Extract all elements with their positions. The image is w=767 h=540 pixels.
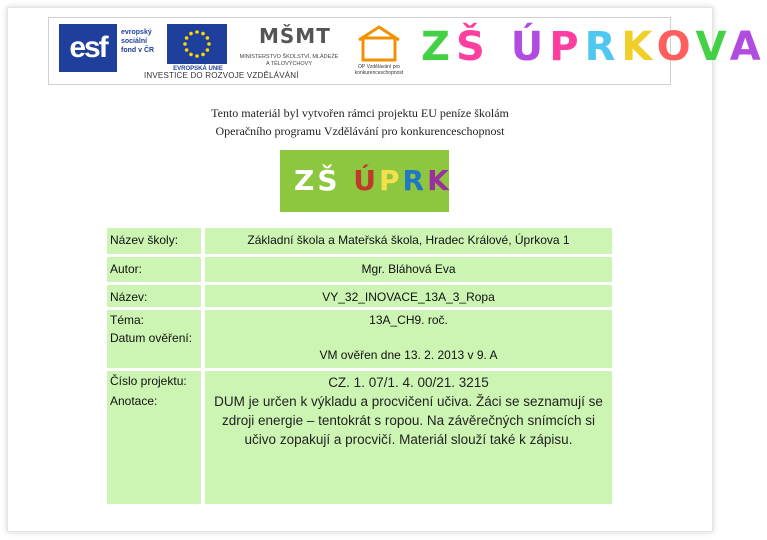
school-logo-green-letter: R [402,164,428,197]
label-project-number: Číslo projektu: [107,371,201,393]
school-logo-green-letter: O [450,164,477,197]
value-verification-date: VM ověřen dne 13. 2. 2013 v 9. A [319,348,498,362]
msmt-logo-text: MINISTERSTVO ŠKOLSTVÍ, MLÁDEŽE A TĚLOVÝCHOVY [239,54,339,67]
label-topic: Téma: [107,310,201,330]
esf-logo-text: evropský sociální fond v ČR [121,29,155,54]
value-author: Mgr. Bláhová Eva [205,257,612,282]
value-title: VY_32_INOVACE_13A_3_Ropa [205,285,612,307]
value-project-number: CZ. 1. 07/1. 4. 00/21. 3215 [328,375,489,390]
school-logo-letter: K [621,24,657,70]
value-project-box [205,371,612,504]
op-logo-text: OP Vzdělávání pro konkurenceschopnost [354,64,404,76]
msmt-logo-mark: MŠMT [259,24,331,48]
school-logo-letter: V [695,24,730,70]
label-author: Autor: [107,257,201,282]
msmt-logo [239,24,339,76]
school-logo-green-letter [340,164,353,197]
school-logo-letter [491,24,511,70]
intro-line-1: Tento materiál byl vytvořen rámci projektu EU peníze školám [211,106,509,120]
eu-flag-icon [167,24,227,64]
school-logo-letter: O [656,24,696,70]
value-annotation: DUM je určen k výkladu a procvičení učiva. Žáci se seznamují se zdroji energie – tentokrát s ropou. Na závěrečných snímcích si učivo zopakují a procvičí. Materiál slouží také k zápisu. [214,394,603,447]
eu-logo [167,24,229,76]
value-school-name: Základní škola a Mateřská škola, Hradec Králové, Úprkova 1 [205,228,612,254]
value-topic: 13A_CH9. roč. [205,310,612,368]
school-logo-letter: Z [421,24,457,70]
school-logo-green [280,150,525,212]
invest-caption: INVESTICE DO ROZVOJE VZDĚLÁVÁNÍ [144,71,299,80]
intro-line-2: Operačního programu Vzdělávání pro konkurenceschopnost [215,124,505,138]
school-logo-letter: P [549,24,585,70]
school-logo-letter: Š [456,24,491,70]
school-logo-green-text [294,161,524,201]
school-logo-letter: A [729,24,767,70]
label-annotation: Anotace: [107,393,201,504]
label-verification-date: Datum ověření: [107,330,201,368]
school-logo-green-letter: Ú [353,164,379,197]
esf-logo [59,24,159,72]
school-logo-letter: R [584,24,622,70]
esf-logo-mark: esf [59,24,117,72]
logo-banner [48,17,767,85]
label-title: Název: [107,285,201,307]
school-logo-green-letter: Z [294,164,318,197]
school-logo-green-letter: A [499,164,525,197]
op-logo [349,24,409,76]
info-table [107,228,612,504]
school-logo-green-letter: K [427,164,451,197]
label-school-name: Název školy: [107,228,201,254]
op-house-icon [349,24,409,62]
school-logo-green-letter: Š [317,164,341,197]
intro-text [120,104,600,140]
school-logo [421,24,767,70]
school-logo-green-letter: V [476,164,500,197]
school-logo-green-letter: P [378,164,403,197]
school-logo-letter: Ú [510,24,550,70]
eu-logo-text: EVROPSKÁ UNIE [173,66,223,72]
